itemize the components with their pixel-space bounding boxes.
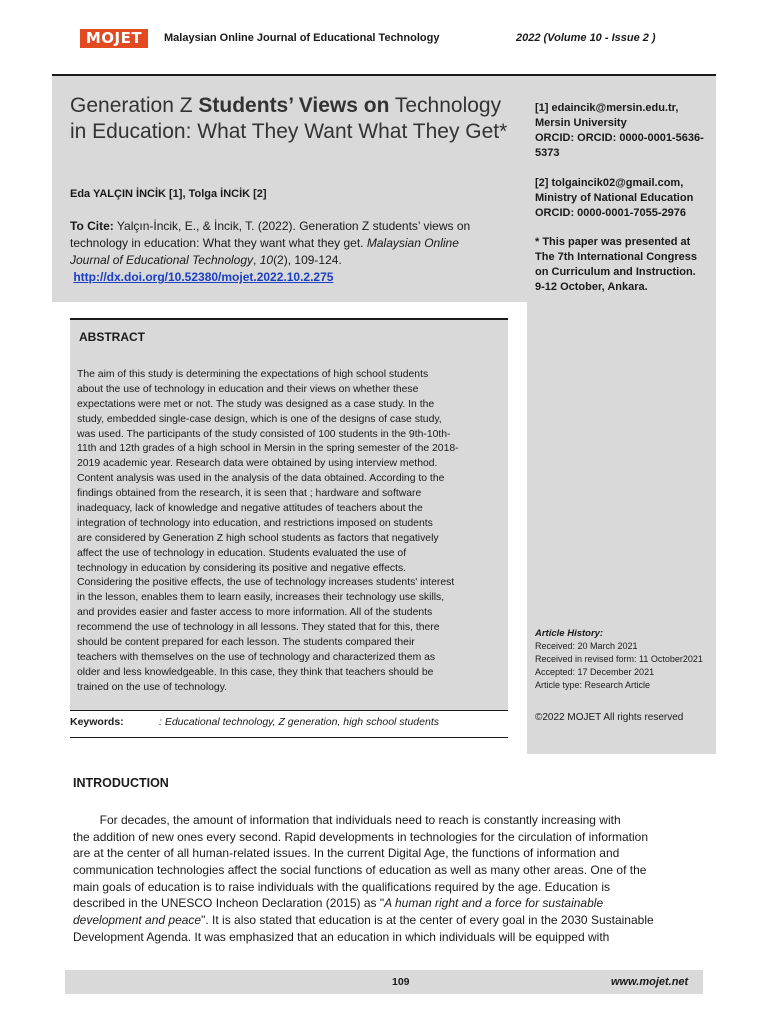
abstract-line: teachers with themselves on the use of technology and characterized them as	[77, 651, 436, 663]
conference-note-line: 9-12 October, Ankara.	[535, 281, 648, 293]
title-part-bold: Students’ Views on	[198, 94, 390, 117]
affiliation-1	[535, 101, 711, 161]
cite-volume: 10	[259, 253, 274, 267]
abstract-rule	[70, 318, 508, 320]
conference-note-line: The 7th International Congress	[535, 251, 697, 263]
title-part-1: Generation Z	[70, 94, 199, 117]
conference-note	[535, 235, 711, 295]
keywords-rule-bottom	[70, 737, 508, 738]
abstract-line: findings obtained from the research, it is seen that ; hardware and software	[77, 488, 422, 500]
article-title	[70, 93, 520, 145]
abstract-heading: ABSTRACT	[79, 330, 145, 344]
title-part-2: Technology in Education: What They Want What They Get*	[70, 94, 508, 143]
affiliation-1-line: Mersin University	[535, 117, 627, 129]
cite-line-2	[70, 235, 510, 252]
history-item: Article type: Research Article	[535, 680, 651, 690]
keywords-label: Keywords:	[70, 716, 124, 728]
page-footer	[65, 970, 703, 994]
cite-issue-pages: (2), 109-124.	[273, 253, 342, 267]
introduction-line: communication technologies affect the social functions of education as well as many other areas. One of the	[73, 863, 647, 878]
abstract-line: Considering the positive effects, the use of technology increases students' interest	[77, 577, 455, 589]
abstract-line: about the use of technology in education and their views on whether these	[77, 383, 419, 395]
abstract-line: 2019 academic year. Research data were obtained by using interview method.	[77, 458, 438, 470]
abstract-body	[77, 368, 501, 696]
cite-label: To Cite:	[70, 219, 114, 233]
cite-text-1: Yalçın-İncik, E., & İncik, T. (2022). Generation Z students’ views on	[116, 219, 471, 233]
abstract-line: study, embedded single-case design, which is one of the designs of case study,	[77, 413, 442, 425]
conference-note-line: on Curriculum and Instruction.	[535, 266, 696, 278]
to-cite	[70, 218, 510, 286]
introduction-body	[73, 812, 695, 946]
issue-info: 2022 (Volume 10 - Issue 2 )	[516, 32, 656, 44]
cite-journal-2: Journal of Educational Technology	[70, 253, 254, 267]
journal-website[interactable]: www.mojet.net	[611, 976, 689, 988]
journal-logo: MOJET	[80, 29, 148, 48]
introduction-line: Development Agenda. It was emphasized that an education in which individuals will be equipped with	[73, 929, 610, 944]
keywords-list: : Educational technology, Z generation, high school students	[159, 716, 439, 728]
abstract-line: affect the use of technology in education. Students evaluated the use of	[77, 547, 407, 559]
abstract-line: Content analysis was used in the analysis of the data obtained. According to the	[77, 473, 445, 485]
introduction-line: described in the UNESCO Incheon Declaration (2015) as "A human right and a force for sustainable	[73, 896, 604, 911]
keywords-rule-top	[70, 710, 508, 711]
introduction-line: development and peace". It is also stated that education is at the center of every goal in the 2030 Sustainable	[73, 913, 654, 928]
history-item: Received: 20 March 2021	[535, 641, 638, 651]
history-item: Received in revised form: 11 October2021	[535, 654, 703, 664]
abstract-line: recommend the use of technology in all lessons. They stated that for this, there	[77, 622, 440, 634]
conference-note-line: * This paper was presented at	[535, 236, 691, 248]
cite-line-1	[70, 218, 510, 235]
abstract-line: inadequacy, lack of knowledge and negative attitudes of teachers about the	[77, 503, 423, 515]
journal-name: Malaysian Online Journal of Educational Technology	[164, 32, 440, 44]
affiliation-2-line: [2] tolgaincik02@gmail.com,	[535, 177, 684, 189]
abstract-line: older and less knowledgeable. In this case, they think that teachers should be	[77, 666, 434, 678]
quoted-phrase: development and peace	[73, 913, 202, 928]
abstract-line: integration of technology into education, and restrictions imposed on students	[77, 517, 433, 529]
abstract-line: are considered by Generation Z high school students as factors that negatively	[77, 532, 439, 544]
abstract-line: in the lesson, enables them to learn easily, increases their technology use skills,	[77, 592, 445, 604]
article-history	[535, 627, 715, 692]
affiliation-1-line: [1] edaincik@mersin.edu.tr,	[535, 102, 679, 114]
abstract-line: was used. The participants of the study consisted of 100 students in the 9th-10th-	[77, 428, 451, 440]
abstract-line: technology in education by considering its positive and negative effects.	[77, 562, 407, 574]
authors: Eda YALÇIN İNCİK [1], Tolga İNCİK [2]	[70, 188, 267, 200]
introduction-heading: INTRODUCTION	[73, 776, 169, 790]
affiliation-2-line: Ministry of National Education	[535, 192, 694, 204]
abstract-line: and provides easier and faster access to more information. All of the students	[77, 607, 433, 619]
cite-line-3: Journal of Educational Technology, 10(2), 109-124.	[70, 253, 342, 267]
abstract-line: trained on the use of technology.	[77, 681, 227, 693]
abstract-line: should be content prepared for each lesson. The students compared their	[77, 637, 415, 649]
affiliation-2	[535, 176, 711, 221]
abstract-line: expectations were met or not. The study was designed as a case study. In the	[77, 398, 435, 410]
abstract-line: 11th and 12th grades of a high school in Mersin in the spring semester of the 2018-	[77, 443, 459, 455]
introduction-line: are at the center of all human-related issues. In the current Digital Age, the functions of information and	[73, 846, 620, 861]
copyright: ©2022 MOJET All rights reserved	[535, 712, 684, 723]
doi-link[interactable]: http://dx.doi.org/10.52380/mojet.2022.10.2.275	[73, 270, 334, 284]
page-number: 109	[392, 976, 410, 988]
affiliation-1-line: ORCID: ORCID: 0000-0001-5636-	[535, 132, 704, 144]
article-history-heading: Article History:	[535, 628, 604, 639]
affiliation-2-line: ORCID: 0000-0001-7055-2976	[535, 207, 687, 219]
cite-text-2: technology in education: What they want what they get.	[70, 236, 367, 250]
quoted-phrase: A human right and a force for sustainable	[384, 896, 604, 911]
cite-line-4	[70, 269, 510, 286]
history-item: Accepted: 17 December 2021	[535, 667, 655, 677]
cite-journal-1: Malaysian Online	[366, 236, 459, 250]
introduction-line: main goals of education is to raise individuals with the qualifications required by the age. Education is	[73, 879, 610, 894]
introduction-line: For decades, the amount of information that individuals need to reach is constantly increasing with	[73, 813, 621, 827]
abstract-line: The aim of this study is determining the expectations of high school students	[77, 369, 429, 380]
introduction-line: the addition of new ones every second. Rapid developments in technologies for the circulation of information	[73, 829, 649, 844]
affiliation-1-line: 5373	[535, 147, 560, 159]
